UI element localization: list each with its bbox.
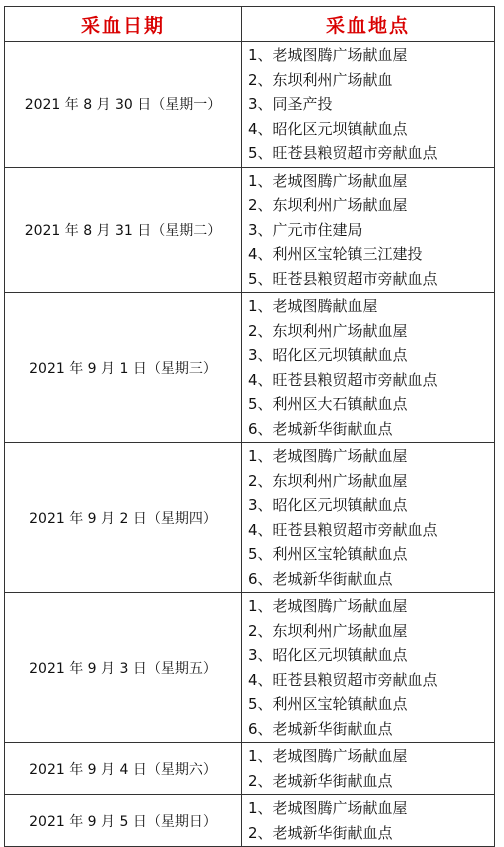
location-item: 6、老城新华街献血点 xyxy=(248,569,393,588)
donation-locations-cell xyxy=(242,42,495,168)
date-column-header: 采血日期 xyxy=(5,7,242,42)
location-item: 3、昭化区元坝镇献血点 xyxy=(248,346,408,364)
location-item: 1、老城图腾广场献血屋 xyxy=(248,46,408,64)
location-item: 1、老城图腾献血屋 xyxy=(248,297,378,315)
table-row xyxy=(5,443,495,593)
location-item: 1、老城图腾广场献血屋 xyxy=(248,799,408,817)
table-row xyxy=(5,743,495,795)
table-row xyxy=(5,167,495,293)
location-item: 3、昭化区元坝镇献血点 xyxy=(248,646,408,664)
location-item: 2、老城新华街献血点 xyxy=(248,823,393,842)
location-item: 5、利州区宝轮镇献血点 xyxy=(248,545,408,563)
header-row xyxy=(5,7,495,42)
location-item: 2、东坝利州广场献血 xyxy=(248,70,393,89)
donation-locations-cell xyxy=(242,293,495,443)
location-item: 4、昭化区元坝镇献血点 xyxy=(248,119,408,138)
donation-locations-cell xyxy=(242,795,495,847)
donation-date-cell: 2021 年 8 月 31 日（星期二） xyxy=(5,167,242,293)
location-item: 2、老城新华街献血点 xyxy=(248,771,393,790)
table-body xyxy=(5,42,495,847)
donation-date-cell: 2021 年 9 月 5 日（星期日） xyxy=(5,795,242,847)
location-item: 3、广元市住建局 xyxy=(248,220,363,239)
location-item: 5、旺苍县粮贸超市旁献血点 xyxy=(248,269,438,288)
blood-donation-schedule-table xyxy=(4,6,495,847)
table-row xyxy=(5,293,495,443)
location-item: 1、老城图腾广场献血屋 xyxy=(248,447,408,465)
location-item: 4、旺苍县粮贸超市旁献血点 xyxy=(248,670,438,689)
location-item: 6、老城新华街献血点 xyxy=(248,419,393,438)
donation-date-cell: 2021 年 9 月 1 日（星期三） xyxy=(5,293,242,443)
donation-locations-cell xyxy=(242,593,495,743)
location-item: 1、老城图腾广场献血屋 xyxy=(248,171,408,190)
location-item: 1、老城图腾广场献血屋 xyxy=(248,597,408,615)
location-item: 4、旺苍县粮贸超市旁献血点 xyxy=(248,520,438,539)
table-header xyxy=(5,7,495,42)
donation-date-cell: 2021 年 9 月 3 日（星期五） xyxy=(5,593,242,743)
location-item: 3、同圣产投 xyxy=(248,95,333,113)
location-item: 2、东坝利州广场献血屋 xyxy=(248,196,408,214)
location-item: 1、老城图腾广场献血屋 xyxy=(248,747,408,765)
donation-locations-cell xyxy=(242,743,495,795)
table-row xyxy=(5,42,495,168)
location-item: 2、东坝利州广场献血屋 xyxy=(248,471,408,490)
table-row xyxy=(5,795,495,847)
location-item: 3、昭化区元坝镇献血点 xyxy=(248,496,408,514)
location-item: 5、利州区宝轮镇献血点 xyxy=(248,695,408,713)
donation-locations-cell xyxy=(242,443,495,593)
donation-locations-cell xyxy=(242,167,495,293)
donation-date-cell: 2021 年 9 月 4 日（星期六） xyxy=(5,743,242,795)
location-item: 5、旺苍县粮贸超市旁献血点 xyxy=(248,144,438,162)
location-item: 4、旺苍县粮贸超市旁献血点 xyxy=(248,370,438,389)
table-row xyxy=(5,593,495,743)
location-item: 6、老城新华街献血点 xyxy=(248,719,393,738)
location-item: 4、利州区宝轮镇三江建投 xyxy=(248,245,423,263)
donation-date-cell: 2021 年 8 月 30 日（星期一） xyxy=(5,42,242,168)
location-item: 2、东坝利州广场献血屋 xyxy=(248,621,408,640)
location-column-header: 采血地点 xyxy=(242,7,495,42)
location-item: 2、东坝利州广场献血屋 xyxy=(248,321,408,340)
location-item: 5、利州区大石镇献血点 xyxy=(248,395,408,413)
donation-date-cell: 2021 年 9 月 2 日（星期四） xyxy=(5,443,242,593)
